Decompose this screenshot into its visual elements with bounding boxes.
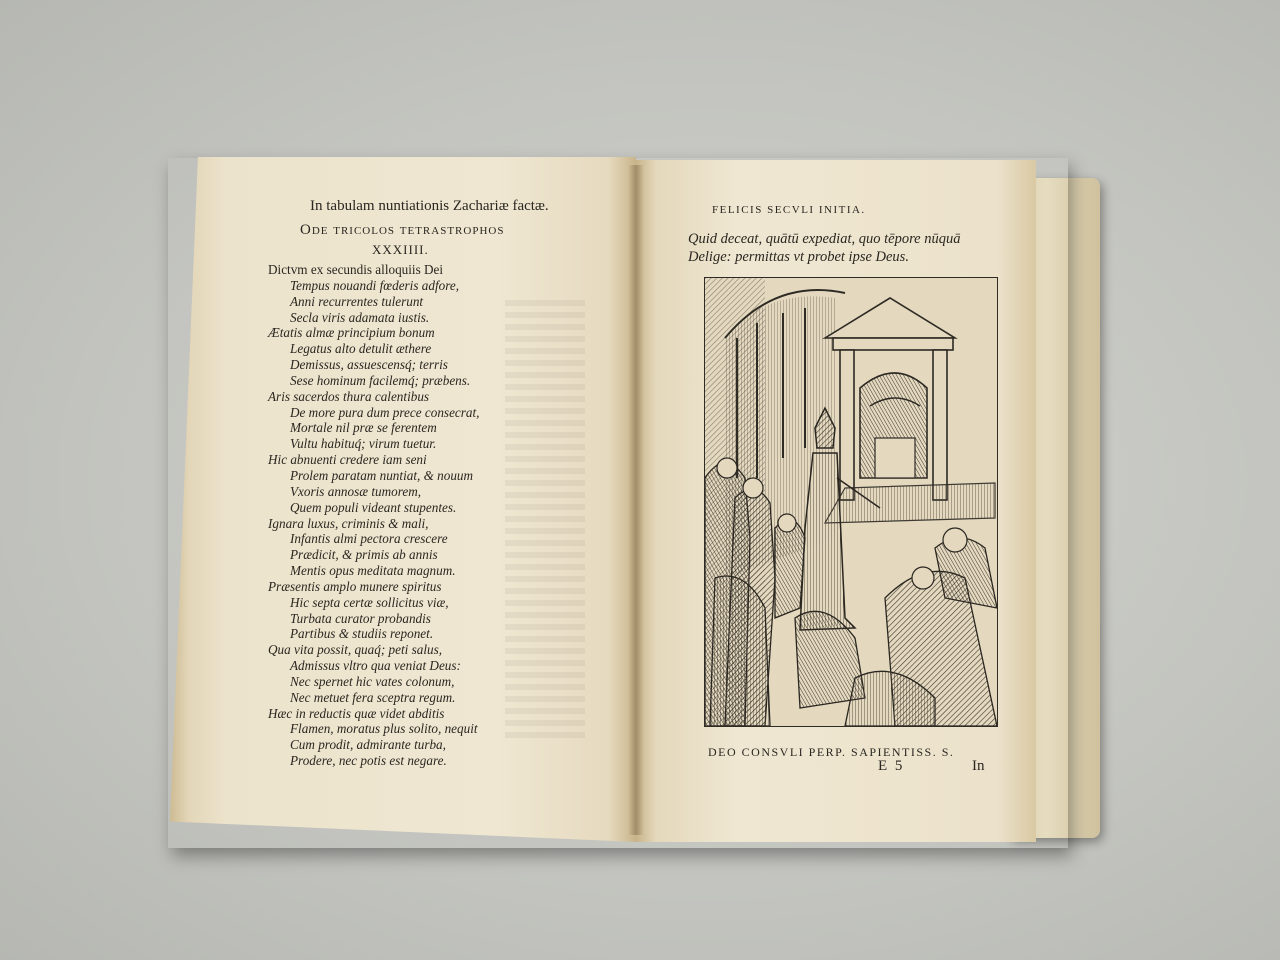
poem-line: Partibus & studiis reponet. <box>290 626 434 642</box>
ode-number: XXXIIII. <box>372 242 429 257</box>
epigraph-line: Delige: permittas vt probet ipse Deus. <box>688 249 909 265</box>
poem-line: Nec spernet hic vates colonum, <box>290 673 455 689</box>
epigraph <box>688 230 960 266</box>
poem-line: Hic septa certæ sollicitus viæ, <box>290 594 449 610</box>
poem-line: Quem populi videant stupentes. <box>290 499 457 515</box>
poem-line: Turbata curator probandis <box>290 610 431 626</box>
poem-line: Prodere, nec potis est negare. <box>290 753 447 769</box>
engraving-illustration <box>704 277 998 727</box>
poem-line: Hæc in reductis quæ videt abditis <box>268 705 445 721</box>
poem-line: Nec metuet fera sceptra regum. <box>290 689 456 705</box>
engraving-caption: DEO CONSVLI PERP. SAPIENTISS. S. <box>708 745 955 759</box>
poem-line: Dictvm ex secundis alloquiis Dei <box>268 262 444 277</box>
poem-line: Legatus alto detulit æthere <box>290 341 432 357</box>
poem-line: Vultu habituq́; virum tuetur. <box>290 436 437 452</box>
poem-line: Ignara luxus, criminis & mali, <box>268 515 429 531</box>
book-gutter <box>628 165 644 835</box>
poem-line: De more pura dum prece consecrat, <box>290 404 480 420</box>
poem-line: Prolem paratam nuntiat, & nouum <box>290 467 474 483</box>
poem-line: Flamen, moratus plus solito, nequit <box>290 721 478 737</box>
poem-line: Admissus vltro qua veniat Deus: <box>290 658 461 674</box>
poem-line: Qua vita possit, quaq́; peti salus, <box>268 642 443 658</box>
poem-line: Præsentis amplo munere spiritus <box>268 578 442 594</box>
poem-line: Secla viris adamata iustis. <box>290 309 430 325</box>
poem-line: Sese hominum facilemq́; præbens. <box>290 372 471 388</box>
left-running-head: In tabulam nuntiationis Zachariæ factæ. <box>310 198 549 214</box>
poem-line: Demissus, assuescensq́; terris <box>290 357 448 373</box>
poem-line: Vxoris annosæ tumorem, <box>290 483 422 499</box>
poem-line: Mentis opus meditata magnum. <box>290 563 456 579</box>
epigraph-line: Quid deceat, quātū expediat, quo tēpore nūquā <box>688 231 961 247</box>
poem-line: Prædicit, & primis ab annis <box>290 547 438 563</box>
ode-title: Ode tricolos tetrastrophos <box>300 222 505 238</box>
poem-line: Cum prodit, admirante turba, <box>290 737 446 753</box>
catchword: In <box>972 758 985 774</box>
poem-line: Aris sacerdos thura calentibus <box>268 388 430 404</box>
signature-mark: E 5 <box>878 758 905 774</box>
poem-line: Ætatis almæ principium bonum <box>268 325 435 341</box>
poem-line: Tempus nouandi fœderis adfore, <box>290 277 460 293</box>
engraving-drawing <box>705 278 997 726</box>
show-through-ink <box>505 300 585 740</box>
right-running-head: FELICIS SECVLI INITIA. <box>712 204 866 216</box>
poem-line: Hic abnuenti credere iam seni <box>268 452 427 468</box>
poem-text <box>268 262 479 769</box>
poem-line: Anni recurrentes tulerunt <box>290 293 424 309</box>
poem-line: Mortale nil præ se ferentem <box>290 420 437 436</box>
poem-line: Infantis almi pectora crescere <box>290 531 448 547</box>
